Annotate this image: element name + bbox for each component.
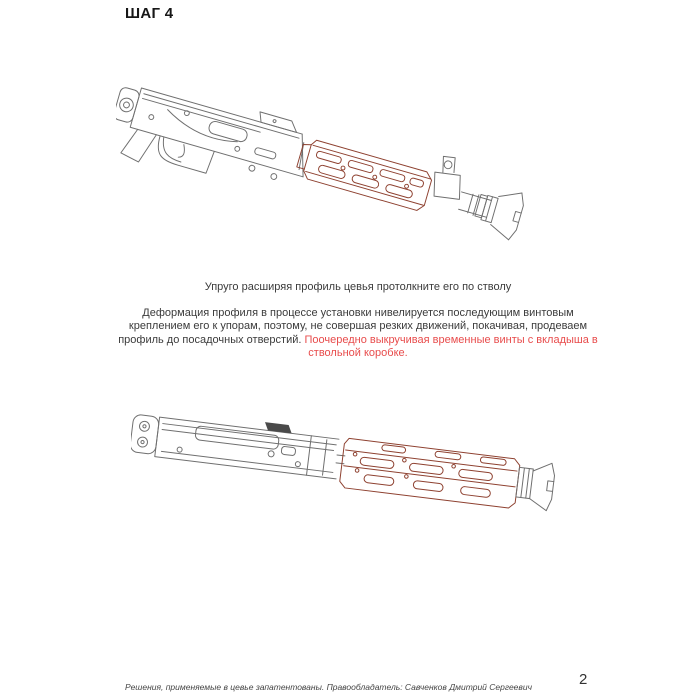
instruction-text-black: Деформация профиля в процессе установки нивелируется последующим винтовым креплением его к упорам, поэтому, не совершая резких движений, покачивая, продеваем профиль до посадочных отверстий. [118,307,588,346]
figure1-caption: Упруго расширяя профиль цевья протолкните его по стволу [204,281,512,293]
step-heading: ШАГ 4 [125,5,174,22]
rifle-drawing-perspective-illustration [116,52,534,248]
instruction-paragraph [118,307,598,361]
page-number: 2 [579,671,588,688]
figure-rifle-perspective [116,52,534,248]
instruction-text-red: Поочередно выкручивая временные винты с вкладыша в ствольной коробке. [304,333,598,360]
rifle-drawing-top-illustration [131,396,559,533]
figure-rifle-top-rear [131,396,559,536]
footer-copyright: Решения, применяемые в цевье запатентованы. Правообладатель: Савченков Дмитрий Сергеевич [125,682,532,692]
